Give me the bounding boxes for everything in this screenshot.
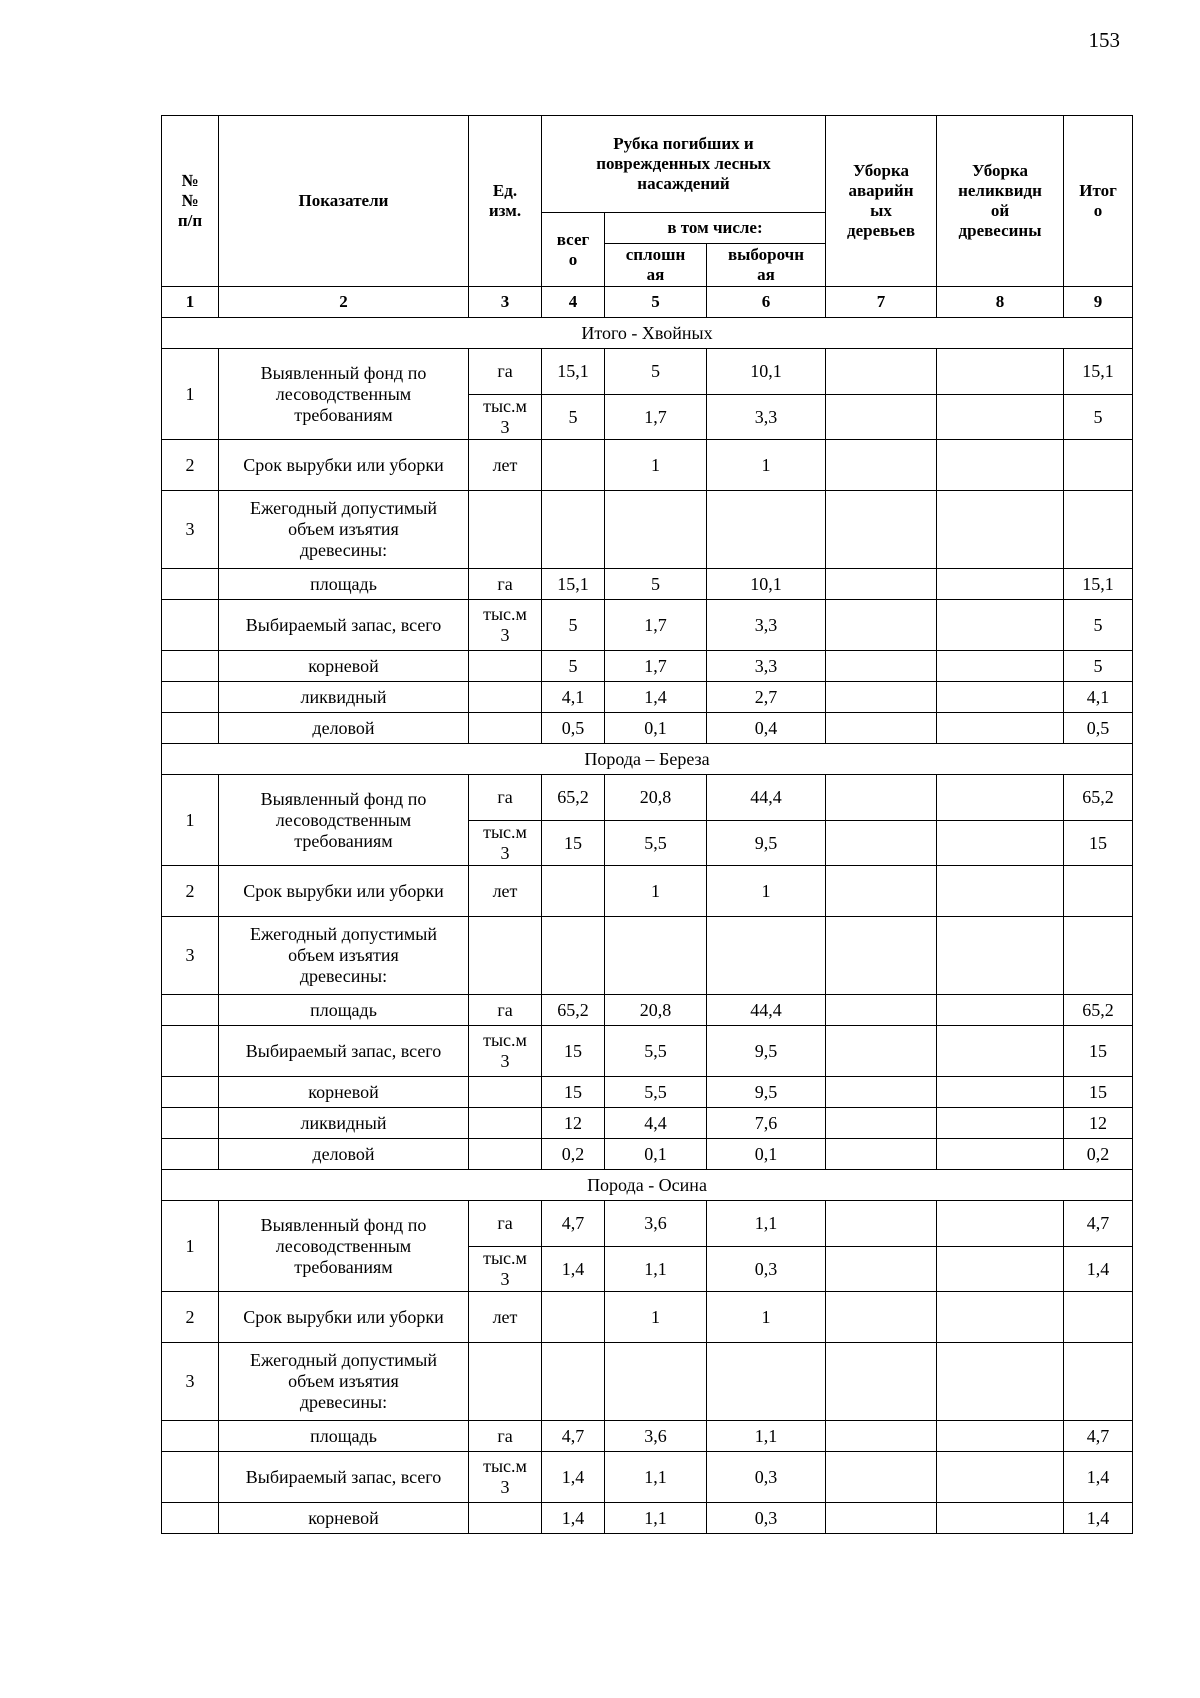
value-cell: 65,2 [1064,775,1133,821]
row-number: 3 [162,491,219,569]
empty-cell [937,491,1064,569]
value-cell [826,1026,937,1077]
empty-cell [937,1343,1064,1421]
unit-cell: лет [469,866,542,917]
indicator-label: Выявленный фонд по лесоводственным требованиям [219,775,469,866]
value-cell [826,995,937,1026]
value-cell [826,440,937,491]
value-cell [937,1077,1064,1108]
row-number [162,1452,219,1503]
value-cell: 1 [707,1292,826,1343]
row-number [162,1139,219,1170]
unit-cell [469,713,542,744]
unit-cell: га [469,1201,542,1247]
value-cell: 1,1 [605,1247,707,1292]
table-row [162,682,1133,713]
row-number: 1 [162,775,219,866]
value-cell: 9,5 [707,821,826,866]
header-selective-cut: выборочн ая [707,244,826,287]
value-cell: 65,2 [542,995,605,1026]
value-cell: 0,4 [707,713,826,744]
table-row [162,713,1133,744]
row-number: 2 [162,1292,219,1343]
column-number: 7 [826,287,937,318]
indicator-label: площадь [219,569,469,600]
value-cell: 1,4 [1064,1247,1133,1292]
empty-cell [826,491,937,569]
unit-cell: тыс.м 3 [469,395,542,440]
indicator-label: деловой [219,713,469,744]
header-clear-cut: сплошн ая [605,244,707,287]
row-number [162,600,219,651]
empty-cell [605,917,707,995]
value-cell [937,713,1064,744]
value-cell: 3,3 [707,600,826,651]
value-cell: 0,2 [542,1139,605,1170]
value-cell: 9,5 [707,1026,826,1077]
table-row [162,651,1133,682]
value-cell: 15,1 [542,569,605,600]
value-cell [937,1139,1064,1170]
unit-cell: тыс.м 3 [469,1247,542,1292]
column-number: 4 [542,287,605,318]
value-cell [937,651,1064,682]
row-number: 3 [162,917,219,995]
value-cell [937,440,1064,491]
value-cell: 4,1 [1064,682,1133,713]
indicator-label: Выбираемый запас, всего [219,1026,469,1077]
section-title: Порода – Береза [162,744,1133,775]
empty-cell [707,917,826,995]
value-cell: 0,5 [542,713,605,744]
value-cell [1064,866,1133,917]
table-row [162,1139,1133,1170]
row-number [162,1026,219,1077]
empty-cell [542,1343,605,1421]
value-cell [826,1452,937,1503]
value-cell: 15,1 [1064,349,1133,395]
value-cell: 15 [542,821,605,866]
value-cell [826,600,937,651]
unit-cell [469,1139,542,1170]
column-number: 6 [707,287,826,318]
empty-cell [469,1343,542,1421]
value-cell [826,1292,937,1343]
indicator-label: Выявленный фонд по лесоводственным требованиям [219,349,469,440]
table-row [162,775,1133,821]
row-number: 2 [162,866,219,917]
value-cell: 12 [1064,1108,1133,1139]
value-cell [937,600,1064,651]
empty-cell [937,917,1064,995]
empty-cell [707,491,826,569]
column-number: 2 [219,287,469,318]
empty-cell [469,491,542,569]
row-number: 3 [162,1343,219,1421]
value-cell: 0,2 [1064,1139,1133,1170]
header-total: Итог о [1064,116,1133,287]
empty-cell [542,491,605,569]
unit-cell: га [469,569,542,600]
value-cell: 5 [1064,395,1133,440]
value-cell: 1 [605,866,707,917]
value-cell [937,1452,1064,1503]
value-cell: 3,6 [605,1201,707,1247]
value-cell [937,349,1064,395]
row-number [162,1108,219,1139]
value-cell: 15,1 [542,349,605,395]
value-cell: 65,2 [1064,995,1133,1026]
value-cell: 4,7 [1064,1421,1133,1452]
row-number [162,1077,219,1108]
empty-cell [707,1343,826,1421]
indicator-label: площадь [219,995,469,1026]
header-dead-damaged-felling: Рубка погибших и поврежденных лесных насаждений [542,116,826,213]
row-number: 2 [162,440,219,491]
value-cell [937,1292,1064,1343]
value-cell: 1 [707,866,826,917]
value-cell [826,682,937,713]
value-cell: 3,6 [605,1421,707,1452]
value-cell [937,1503,1064,1534]
value-cell: 1,1 [707,1201,826,1247]
section-title: Итого - Хвойных [162,318,1133,349]
value-cell: 7,6 [707,1108,826,1139]
header-including: в том числе: [605,213,826,244]
unit-cell: тыс.м 3 [469,1026,542,1077]
unit-cell [469,682,542,713]
value-cell: 15 [1064,821,1133,866]
value-cell [937,866,1064,917]
unit-cell: га [469,1421,542,1452]
indicator-label: деловой [219,1139,469,1170]
row-number [162,995,219,1026]
value-cell [826,1503,937,1534]
value-cell: 4,1 [542,682,605,713]
value-cell: 1 [707,440,826,491]
value-cell: 5 [542,395,605,440]
indicator-label: Срок вырубки или уборки [219,440,469,491]
value-cell [826,651,937,682]
table-row [162,1421,1133,1452]
value-cell [826,1421,937,1452]
value-cell: 0,3 [707,1247,826,1292]
value-cell: 15 [1064,1077,1133,1108]
value-cell: 3,3 [707,651,826,682]
value-cell: 5,5 [605,1077,707,1108]
header-indicators: Показатели [219,116,469,287]
unit-cell: тыс.м 3 [469,821,542,866]
table-row [162,1201,1133,1247]
value-cell: 4,7 [1064,1201,1133,1247]
unit-cell [469,1108,542,1139]
value-cell [937,995,1064,1026]
value-cell: 5 [1064,600,1133,651]
value-cell [826,775,937,821]
value-cell [542,440,605,491]
value-cell: 1,7 [605,395,707,440]
table-row [162,1026,1133,1077]
table-row [162,917,1133,995]
column-number: 8 [937,287,1064,318]
section-title: Порода - Осина [162,1170,1133,1201]
empty-cell [469,917,542,995]
unit-cell: лет [469,440,542,491]
indicator-label: Ежегодный допустимый объем изъятия древесины: [219,491,469,569]
value-cell: 1,7 [605,651,707,682]
row-number [162,713,219,744]
section-row [162,744,1133,775]
table-row [162,1292,1133,1343]
header-emergency-trees: Уборка аварийн ых деревьев [826,116,937,287]
table-row [162,1108,1133,1139]
empty-cell [1064,917,1133,995]
column-number: 9 [1064,287,1133,318]
header-unit: Ед. изм. [469,116,542,287]
table-row [162,995,1133,1026]
value-cell: 1,1 [605,1503,707,1534]
table-body [162,318,1133,1534]
value-cell: 2,7 [707,682,826,713]
value-cell [826,821,937,866]
value-cell [826,866,937,917]
value-cell: 15 [542,1026,605,1077]
table-row [162,569,1133,600]
column-number: 3 [469,287,542,318]
value-cell: 10,1 [707,349,826,395]
table-row [162,866,1133,917]
unit-cell: га [469,349,542,395]
unit-cell [469,1503,542,1534]
value-cell: 15 [1064,1026,1133,1077]
indicator-label: корневой [219,1077,469,1108]
unit-cell: лет [469,1292,542,1343]
value-cell [937,569,1064,600]
value-cell [826,395,937,440]
indicator-label: Ежегодный допустимый объем изъятия древесины: [219,1343,469,1421]
row-number [162,682,219,713]
value-cell: 15 [542,1077,605,1108]
header-nonliquid-wood: Уборка неликвидн ой древесины [937,116,1064,287]
value-cell: 4,4 [605,1108,707,1139]
indicator-label: Выбираемый запас, всего [219,1452,469,1503]
value-cell: 5 [542,651,605,682]
value-cell: 1 [605,440,707,491]
value-cell [937,682,1064,713]
value-cell [826,1077,937,1108]
page-number: 153 [1088,28,1120,52]
row-number [162,569,219,600]
value-cell: 4,7 [542,1421,605,1452]
value-cell: 5,5 [605,821,707,866]
value-cell: 5 [605,349,707,395]
row-number [162,651,219,682]
column-number: 5 [605,287,707,318]
table-row [162,1343,1133,1421]
empty-cell [1064,1343,1133,1421]
unit-cell [469,1077,542,1108]
value-cell: 1,4 [542,1503,605,1534]
empty-cell [826,1343,937,1421]
value-cell: 0,5 [1064,713,1133,744]
row-number: 1 [162,1201,219,1292]
empty-cell [826,917,937,995]
value-cell [937,1026,1064,1077]
value-cell [937,1247,1064,1292]
value-cell: 5 [605,569,707,600]
value-cell: 12 [542,1108,605,1139]
row-number: 1 [162,349,219,440]
value-cell [826,1201,937,1247]
value-cell: 1,4 [542,1247,605,1292]
indicator-label: корневой [219,651,469,682]
value-cell [937,821,1064,866]
table-row [162,1503,1133,1534]
unit-cell [469,651,542,682]
value-cell: 10,1 [707,569,826,600]
value-cell: 1,4 [1064,1452,1133,1503]
value-cell [937,1421,1064,1452]
value-cell [826,349,937,395]
unit-cell: тыс.м 3 [469,1452,542,1503]
indicator-label: площадь [219,1421,469,1452]
empty-cell [1064,491,1133,569]
column-number: 1 [162,287,219,318]
value-cell [826,569,937,600]
value-cell: 20,8 [605,995,707,1026]
value-cell [826,1247,937,1292]
value-cell: 0,3 [707,1452,826,1503]
unit-cell: тыс.м 3 [469,600,542,651]
value-cell: 0,1 [605,713,707,744]
indicator-label: Срок вырубки или уборки [219,866,469,917]
indicator-label: Срок вырубки или уборки [219,1292,469,1343]
value-cell: 0,3 [707,1503,826,1534]
unit-cell: га [469,995,542,1026]
value-cell: 44,4 [707,995,826,1026]
table-row [162,349,1133,395]
value-cell [937,775,1064,821]
unit-cell: га [469,775,542,821]
value-cell: 5 [542,600,605,651]
table-row [162,1452,1133,1503]
value-cell: 9,5 [707,1077,826,1108]
empty-cell [542,917,605,995]
row-number [162,1503,219,1534]
empty-cell [605,1343,707,1421]
value-cell: 3,3 [707,395,826,440]
value-cell [542,1292,605,1343]
value-cell [542,866,605,917]
value-cell: 4,7 [542,1201,605,1247]
table-row [162,491,1133,569]
header-all: всег о [542,213,605,287]
value-cell: 1,1 [605,1452,707,1503]
table-row [162,1077,1133,1108]
table-row [162,600,1133,651]
indicator-label: ликвидный [219,1108,469,1139]
table-row [162,440,1133,491]
forest-harvest-table [161,115,1133,1534]
value-cell [826,1139,937,1170]
indicator-label: Выбираемый запас, всего [219,600,469,651]
value-cell [826,713,937,744]
value-cell: 5,5 [605,1026,707,1077]
value-cell: 0,1 [605,1139,707,1170]
row-number [162,1421,219,1452]
header-number: № № п/п [162,116,219,287]
section-row [162,318,1133,349]
indicator-label: Выявленный фонд по лесоводственным требованиям [219,1201,469,1292]
value-cell: 1,1 [707,1421,826,1452]
empty-cell [605,491,707,569]
value-cell [937,1108,1064,1139]
value-cell: 1,4 [605,682,707,713]
value-cell: 65,2 [542,775,605,821]
value-cell: 1 [605,1292,707,1343]
section-row [162,1170,1133,1201]
value-cell [1064,440,1133,491]
value-cell [826,1108,937,1139]
value-cell: 44,4 [707,775,826,821]
value-cell [937,1201,1064,1247]
value-cell: 20,8 [605,775,707,821]
indicator-label: Ежегодный допустимый объем изъятия древесины: [219,917,469,995]
value-cell: 1,7 [605,600,707,651]
value-cell [937,395,1064,440]
value-cell: 1,4 [1064,1503,1133,1534]
value-cell [1064,1292,1133,1343]
indicator-label: корневой [219,1503,469,1534]
value-cell: 0,1 [707,1139,826,1170]
value-cell: 5 [1064,651,1133,682]
value-cell: 15,1 [1064,569,1133,600]
indicator-label: ликвидный [219,682,469,713]
value-cell: 1,4 [542,1452,605,1503]
